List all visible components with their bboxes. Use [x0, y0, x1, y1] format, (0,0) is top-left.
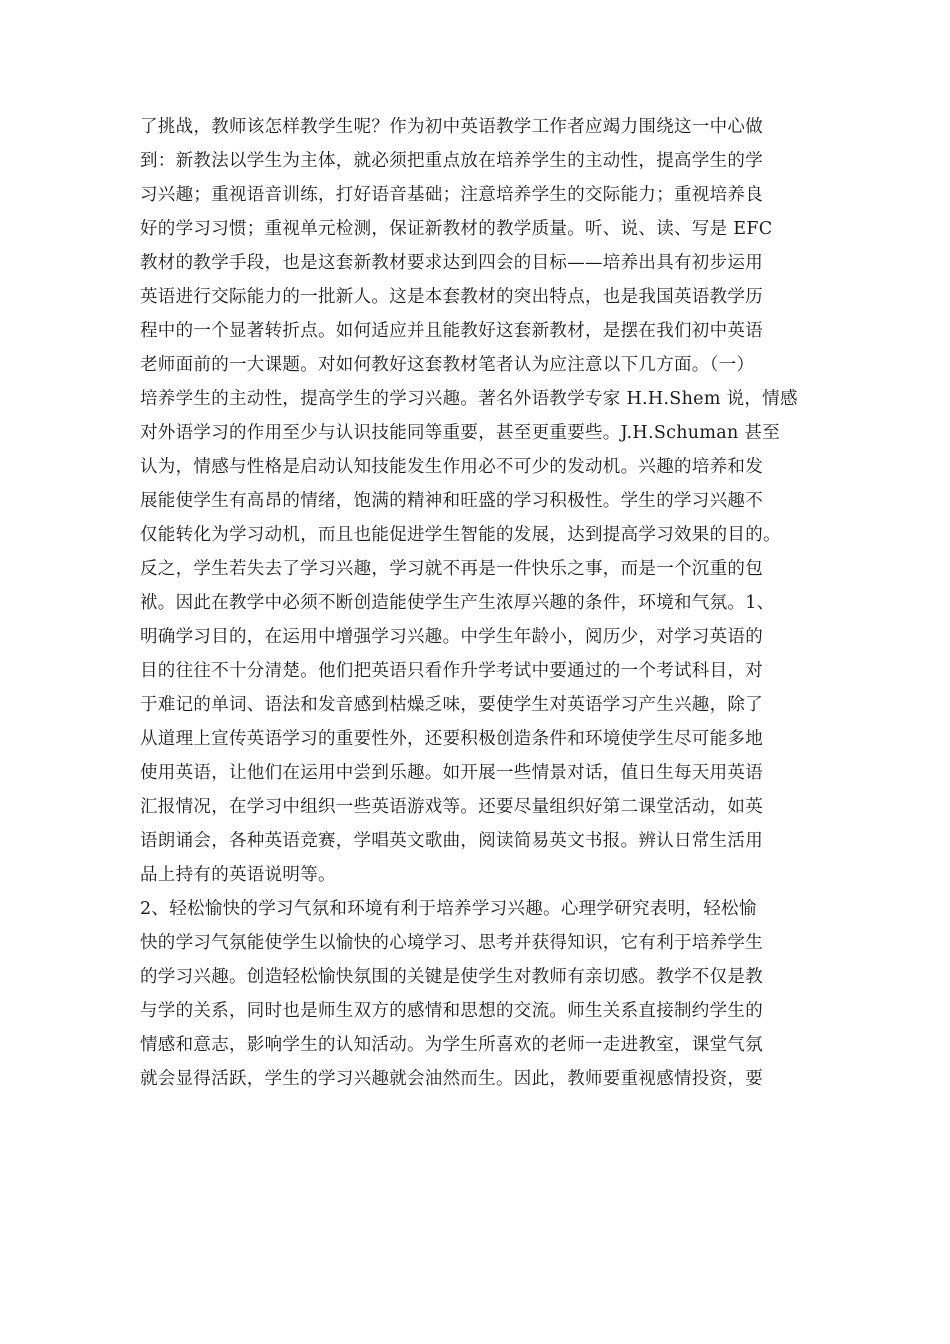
text-line: 目的往往不十分清楚。他们把英语只看作升学考试中要通过的一个考试科目，对: [140, 661, 763, 681]
text-line: 汇报情况，在学习中组织一些英语游戏等。还要尽量组织好第二课堂活动，如英: [140, 797, 763, 817]
text-line: 使用英语，让他们在运用中尝到乐趣。如开展一些情景对话，值日生每天用英语: [140, 763, 763, 783]
text-line: 于难记的单词、语法和发音感到枯燥乏味，要使学生对英语学习产生兴趣，除了: [140, 695, 763, 715]
text-line: 就会显得活跃，学生的学习兴趣就会油然而生。因此，教师要重视感情投资，要: [140, 1069, 763, 1089]
text-line: 从道理上宣传英语学习的重要性外，还要积极创造条件和环境使学生尽可能多地: [140, 729, 763, 749]
text-line: 反之，学生若失去了学习兴趣，学习就不再是一件快乐之事，而是一个沉重的包: [140, 559, 763, 579]
text-line: 认为，情感与性格是启动认知技能发生作用必不可少的发动机。兴趣的培养和发: [140, 457, 763, 477]
text-line: 品上持有的英语说明等。: [140, 865, 336, 885]
text-line: 展能使学生有高昂的情绪，饱满的精神和旺盛的学习积极性。学生的学习兴趣不: [140, 491, 763, 511]
text-line: 的学习兴趣。创造轻松愉快氛围的关键是使学生对教师有亲切感。教学不仅是教: [140, 967, 763, 987]
text-line: 仅能转化为学习动机，而且也能促进学生智能的发展，达到提高学习效果的目的。: [140, 525, 781, 545]
text-line: 老师面前的一大课题。对如何教好这套教材笔者认为应注意以下几方面。（一）: [140, 355, 755, 375]
text-line: 袱。因此在教学中必须不断创造能使学生产生浓厚兴趣的条件，环境和气氛。1、: [140, 593, 775, 613]
text-line: 2、轻松愉快的学习气氛和环境有利于培养学习兴趣。心理学研究表明，轻松愉: [140, 899, 757, 919]
text-line: 情感和意志，影响学生的认知活动。为学生所喜欢的老师一走进教室，课堂气氛: [140, 1035, 763, 1055]
text-line: 程中的一个显著转折点。如何适应并且能教好这套新教材，是摆在我们初中英语: [140, 321, 763, 341]
text-line: 习兴趣；重视语音训练，打好语音基础；注意培养学生的交际能力；重视培养良: [140, 185, 763, 205]
text-line: 培养学生的主动性，提高学生的学习兴趣。著名外语教学专家 H.H.Shem 说，情感: [140, 389, 798, 409]
text-line: 了挑战，教师该怎样教学生呢？作为初中英语教学工作者应竭力围绕这一中心做: [140, 117, 763, 137]
text-line: 与学的关系，同时也是师生双方的感情和思想的交流。师生关系直接制约学生的: [140, 1001, 763, 1021]
text-line: 英语进行交际能力的一批新人。这是本套教材的突出特点，也是我国英语教学历: [140, 287, 763, 307]
text-line: 教材的教学手段，也是这套新教材要求达到四会的目标——培养出具有初步运用: [140, 253, 763, 273]
text-line: 好的学习习惯；重视单元检测，保证新教材的教学质量。听、说、读、写是 EFC: [140, 219, 773, 239]
text-line: 明确学习目的，在运用中增强学习兴趣。中学生年龄小，阅历少，对学习英语的: [140, 627, 763, 647]
text-line: 语朗诵会，各种英语竞赛，学唱英文歌曲，阅读简易英文书报。辨认日常生活用: [140, 831, 763, 851]
text-line: 快的学习气氛能使学生以愉快的心境学习、思考并获得知识，它有利于培养学生: [140, 933, 763, 953]
text-line: 对外语学习的作用至少与认识技能同等重要，甚至更重要些。J.H.Schuman 甚至: [140, 423, 781, 443]
text-line: 到：新教法以学生为主体，就必须把重点放在培养学生的主动性，提高学生的学: [140, 151, 763, 171]
